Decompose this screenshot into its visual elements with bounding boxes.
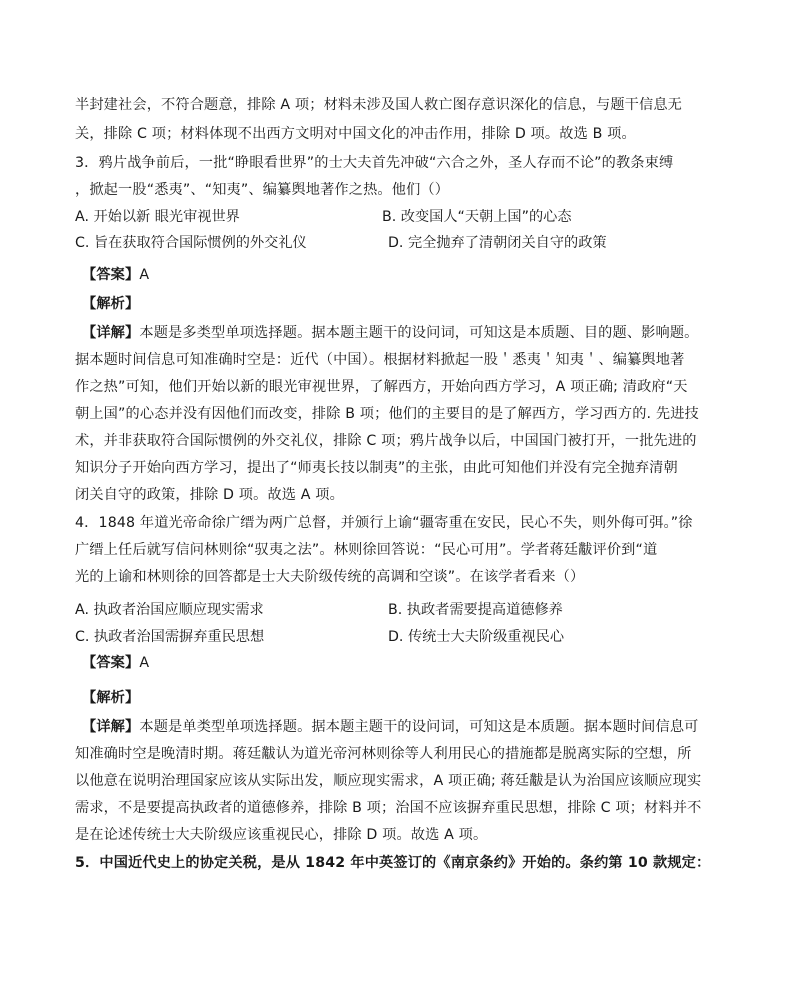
answer-tag: 【答案】 (82, 267, 140, 283)
answer-value: A (139, 267, 150, 283)
detail-line: 术，并非获取符合国际惯例的外交礼仪，排除 C 项；鸦片战争以后，中国国门被打开，一批先进的 (75, 433, 697, 449)
detail-tag: 【详解】 (82, 325, 140, 341)
detail-line: 知识分子开始向西方学习，提出了“师夷长技以制夷”的主张，由此可知他们并没有完全抛弃清朝 (75, 460, 678, 476)
question-3-stem: 3．鸦片战争前后，一批“睁眼看世界”的士大夫首先冲破“六合之外，圣人存而不论”的教条束缚 (75, 155, 674, 171)
question-4-stem: 4．1848 年道光帝命徐广缙为两广总督，并颁行上谕“疆寄重在安民，民心不失，则外侮可弭。”徐 (75, 515, 693, 531)
detail-line: 朝上国”的心态并没有因他们而改变，排除 B 项；他们的主要目的是了解西方，学习西方的. 先进技 (75, 406, 699, 422)
question-4-stem: 光的上谕和林则徐的回答都是士大夫阶级传统的高调和空谈”。在该学者看来（） (75, 569, 585, 585)
detail-line: 作之热”可知，他们开始以新的眼光审视世界，了解西方，开始向西方学习，A 项正确; 清政府“天 (75, 379, 688, 395)
text-line: 半封建社会，不符合题意，排除 A 项；材料未涉及国人救亡图存意识深化的信息，与题干信息无 (75, 97, 683, 113)
detail-line (82, 323, 699, 343)
option-a: A. 执政者治国应顺应现实需求 (75, 602, 264, 618)
option-a: A. 开始以新 眼光审视世界 (75, 209, 240, 225)
detail-tag: 【详解】 (82, 719, 140, 735)
answer-line (82, 265, 149, 285)
option-d: D. 完全抛弃了清朝闭关自守的政策 (388, 235, 607, 251)
detail-text: 本题是多类型单项选择题。据本题主题干的设问词，可知这是本质题、目的题、影响题。 (139, 325, 699, 341)
detail-line: 以他意在说明治理国家应该从实际出发，顺应现实需求，A 项正确; 蒋廷黻是认为治国应该顺应现实 (75, 773, 702, 789)
answer-value: A (139, 655, 150, 671)
question-3-stem: ，掀起一股“悉夷”、“知夷”、编纂舆地著作之热。他们（） (75, 182, 450, 198)
detail-line: 据本题时间信息可知准确时空是：近代（中国）。根据材料掀起一股＇悉夷＇知夷＇、编纂舆地著 (75, 352, 685, 368)
analysis-tag: 【解析】 (82, 690, 140, 706)
detail-line: 需求，不是要提高执政者的道德修养，排除 B 项；治国不应该摒弃重民思想，排除 C 项；材料并不 (75, 800, 702, 816)
answer-tag: 【答案】 (82, 655, 140, 671)
option-b: B. 执政者需要提高道德修养 (388, 602, 563, 618)
question-5-stem: 5．中国近代史上的协定关税，是从 1842 年中英签订的《南京条约》开始的。条约第 10 款规定： (75, 855, 711, 871)
detail-text: 本题是单类型单项选择题。据本题主题干的设问词，可知这是本质题。据本题时间信息可 (139, 719, 699, 735)
analysis-tag: 【解析】 (82, 296, 140, 312)
options-row (75, 627, 735, 647)
detail-line: 闭关自守的政策，排除 D 项。故选 A 项。 (75, 487, 344, 503)
option-b: B. 改变国人“天朝上国”的心态 (382, 209, 572, 225)
detail-line: 是在论述传统士大夫阶级应该重视民心，排除 D 项。故选 A 项。 (75, 827, 488, 843)
text-line: 关，排除 C 项；材料体现不出西方文明对中国文化的冲击作用，排除 D 项。故选 B 项。 (75, 126, 636, 142)
detail-line: 知准确时空是晚清时期。蒋廷黻认为道光帝河林则徐等人利用民心的措施都是脱离实际的空想，所 (75, 746, 692, 762)
option-c: C. 旨在获取符合国际惯例的外交礼仪 (75, 235, 307, 251)
option-c: C. 执政者治国需摒弃重民思想 (75, 629, 265, 645)
answer-line (82, 653, 149, 673)
options-row (75, 233, 735, 253)
options-row (75, 207, 735, 227)
detail-line (82, 717, 699, 737)
question-4-stem: 广缙上任后就写信问林则徐“驭夷之法”。林则徐回答说：“民心可用”。学者蒋廷黻评价到“道 (75, 542, 658, 558)
options-row (75, 600, 735, 620)
option-d: D. 传统士大夫阶级重视民心 (388, 629, 565, 645)
